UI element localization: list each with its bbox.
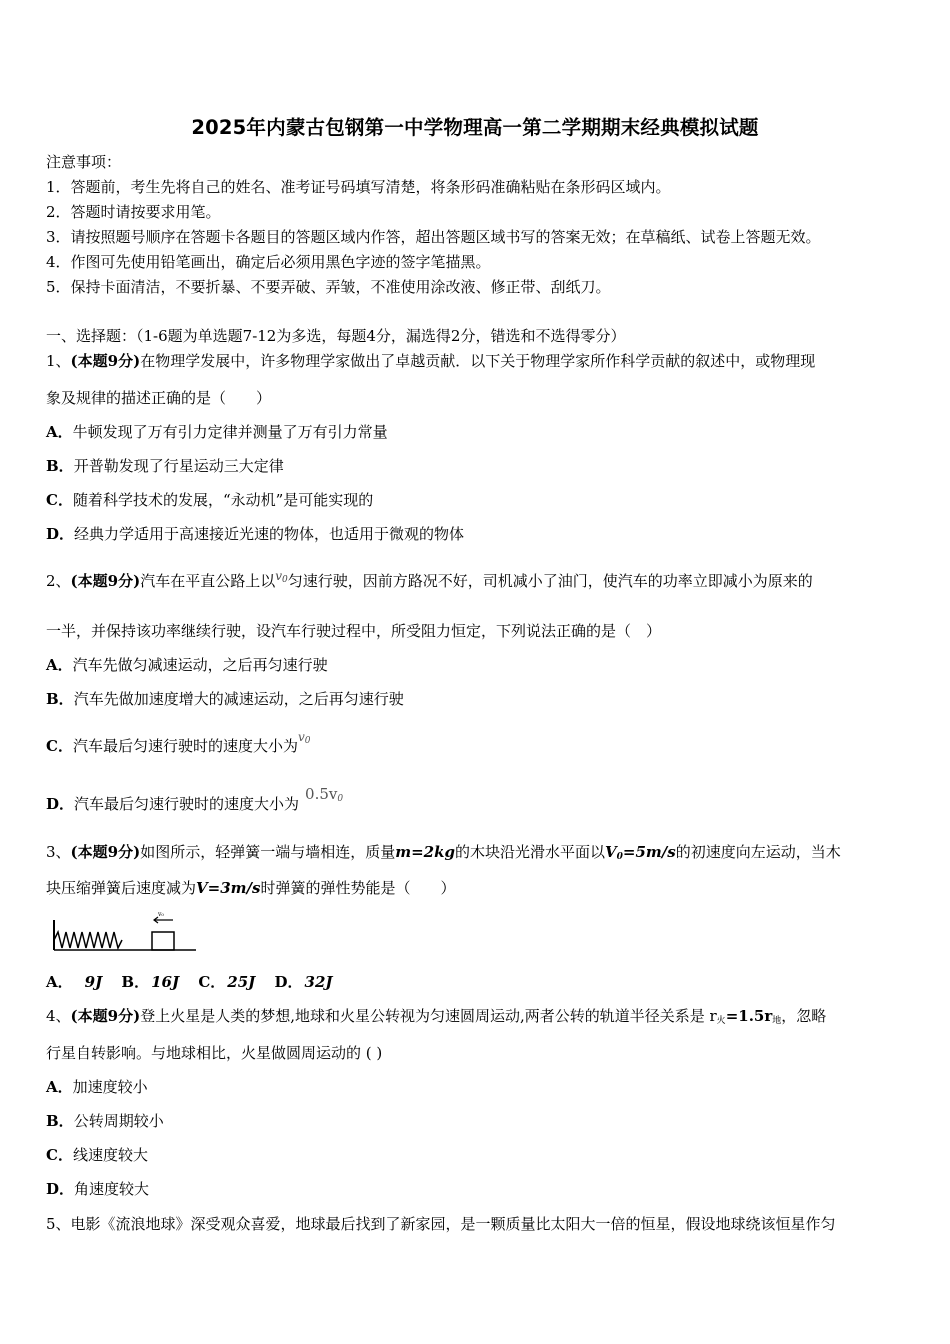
note-item: 5．保持卡面清洁，不要折暴、不要弄破、弄皱，不准使用涂改液、修正带、刮纸刀。	[46, 278, 611, 296]
q2-option-c	[46, 730, 311, 761]
note-item: 3．请按照题号顺序在答题卡各题目的答题区域内作答，超出答题区域书写的答案无效；在草稿纸、试卷上答题无效。	[46, 228, 821, 246]
option-text: 角速度较大	[74, 1180, 150, 1198]
option-text: 汽车先做加速度增大的减速运动，之后再匀速行驶	[73, 690, 404, 708]
option-label: C．	[46, 1146, 73, 1164]
q4-option-b	[46, 1111, 164, 1131]
option-value: 9J	[84, 973, 103, 991]
q1-option-b	[46, 456, 284, 476]
q4-option-a	[46, 1077, 148, 1097]
option-text: 汽车最后匀速行驶时的速度大小为	[72, 737, 298, 755]
option-expression: $0.5v_0$	[305, 785, 344, 804]
spring-block-figure	[48, 910, 198, 954]
question-text: 的初速度向左运动，当木	[675, 843, 841, 861]
question-text: 时弹簧的弹性势能是（ ）	[260, 879, 456, 897]
option-label: A．	[46, 973, 73, 991]
option-label: A．	[46, 423, 73, 441]
option-label: B．	[46, 690, 74, 708]
question-tag: (本题9分)	[70, 1007, 141, 1025]
q2-option-d	[46, 785, 344, 819]
v0-symbol: v0	[275, 569, 288, 585]
question-number: 5、	[46, 1215, 71, 1233]
option-label: D．	[46, 1180, 75, 1198]
question-text: 的木块沿光滑水平面以	[454, 843, 605, 861]
question-number: 2、	[46, 572, 71, 590]
velocity-value: V=3m/s	[196, 879, 261, 897]
velocity-value: $V_0=5m/s$	[604, 843, 676, 862]
page-title: 2025年内蒙古包钢第一中学物理高一第二学期期末经典模拟试题	[191, 116, 759, 139]
option-value: 25J	[227, 973, 256, 991]
question-3-line-2	[46, 878, 455, 898]
option-value: 32J	[304, 973, 333, 991]
question-text: 匀速行驶，因前方路况不好，司机减小了油门，使汽车的功率立即减小为原来的	[287, 572, 813, 590]
option-label: A．	[46, 656, 73, 674]
section-heading: 一、选择题：（1-6题为单选题7-12为多选，每题4分，漏选得2分，错选和不选得零分）	[46, 327, 626, 345]
q1-option-c	[46, 490, 373, 510]
option-label: C．	[46, 737, 73, 755]
question-text: 如图所示，轻弹簧一端与墙相连，质量	[140, 843, 396, 861]
figure-label: v₀	[158, 911, 164, 918]
question-text: 登上火星是人类的梦想,地球和火星公转视为匀速圆周运动,两者公转的轨道半径关系是 r	[140, 1007, 717, 1025]
question-1-line-2: 象及规律的描述正确的是（ ）	[46, 389, 272, 407]
mass-value: m=2kg	[395, 843, 455, 861]
option-label: A．	[46, 1078, 73, 1096]
option-text: 经典力学适用于高速接近光速的物体，也适用于微观的物体	[74, 525, 465, 543]
option-text: 汽车最后匀速行驶时的速度大小为	[74, 795, 300, 813]
option-text: 开普勒发现了行星运动三大定律	[73, 457, 284, 475]
q1-option-d	[46, 524, 464, 544]
note-item: 1．答题前，考生先将自己的姓名、准考证号码填写清楚，将条形码准确粘贴在条形码区域内。	[46, 178, 671, 196]
question-number: 1、	[46, 352, 71, 370]
question-2-line-1	[46, 571, 813, 596]
question-tag: (本题9分)	[70, 572, 141, 590]
note-item: 4．作图可先使用铅笔画出，确定后必须用黑色字迹的签字笔描黑。	[46, 253, 491, 271]
option-text: 线速度较大	[72, 1146, 148, 1164]
option-text: 公转周期较小	[73, 1112, 164, 1130]
option-label: C．	[46, 491, 73, 509]
option-text: 牛顿发现了万有引力定律并测量了万有引力常量	[72, 423, 388, 441]
q4-option-c	[46, 1145, 148, 1165]
question-3-answers	[46, 972, 333, 992]
option-label: D．	[274, 973, 303, 991]
q2-option-b	[46, 689, 404, 709]
question-4-line-2: 行星自转影响。与地球相比，火星做圆周运动的 ( )	[46, 1044, 383, 1062]
question-text: 电影《流浪地球》深受观众喜爱，地球最后找到了新家园，是一颗质量比太阳大一倍的恒星，假设地球绕该恒星作匀	[70, 1215, 836, 1233]
question-text: ，忽略	[781, 1007, 827, 1025]
option-expression: v0	[297, 730, 311, 746]
option-label: B．	[46, 1112, 74, 1130]
subscript: 地	[772, 1016, 782, 1026]
question-5-line-1	[46, 1214, 836, 1234]
q1-option-a	[46, 422, 388, 442]
q2-option-a	[46, 655, 328, 675]
question-text: 块压缩弹簧后速度减为	[46, 879, 197, 897]
question-text: 在物理学发展中，许多物理学家做出了卓越贡献．以下关于物理学家所作科学贡献的叙述中，或物理现	[140, 352, 816, 370]
notes-heading: 注意事项：	[46, 153, 122, 171]
question-tag: (本题9分)	[70, 843, 141, 861]
question-number: 4、	[46, 1007, 71, 1025]
option-value: 16J	[151, 973, 180, 991]
question-3-line-1	[46, 842, 841, 867]
option-label: C．	[198, 973, 226, 991]
question-2-line-2: 一半，并保持该功率继续行驶，设汽车行驶过程中，所受阻力恒定，下列说法正确的是（ ）	[46, 622, 662, 640]
spring	[54, 932, 122, 948]
note-item: 2．答题时请按要求用笔。	[46, 203, 221, 221]
question-tag: (本题9分)	[70, 352, 141, 370]
option-text: 汽车先做匀减速运动，之后再匀速行驶	[72, 656, 328, 674]
option-text: 加速度较小	[72, 1078, 148, 1096]
radius-ratio: =1.5r	[725, 1007, 773, 1025]
option-label: B．	[121, 973, 150, 991]
question-1-line-1	[46, 351, 815, 371]
wooden-block	[152, 932, 174, 950]
option-label: D．	[46, 795, 75, 813]
question-text: 汽车在平直公路上以	[140, 572, 276, 590]
option-label: B．	[46, 457, 74, 475]
q4-option-d	[46, 1179, 149, 1199]
option-label: D．	[46, 525, 75, 543]
question-number: 3、	[46, 843, 71, 861]
question-4-line-1	[46, 1006, 826, 1031]
option-text: 随着科学技术的发展，“永动机”是可能实现的	[72, 491, 374, 509]
subscript: 火	[716, 1016, 726, 1026]
